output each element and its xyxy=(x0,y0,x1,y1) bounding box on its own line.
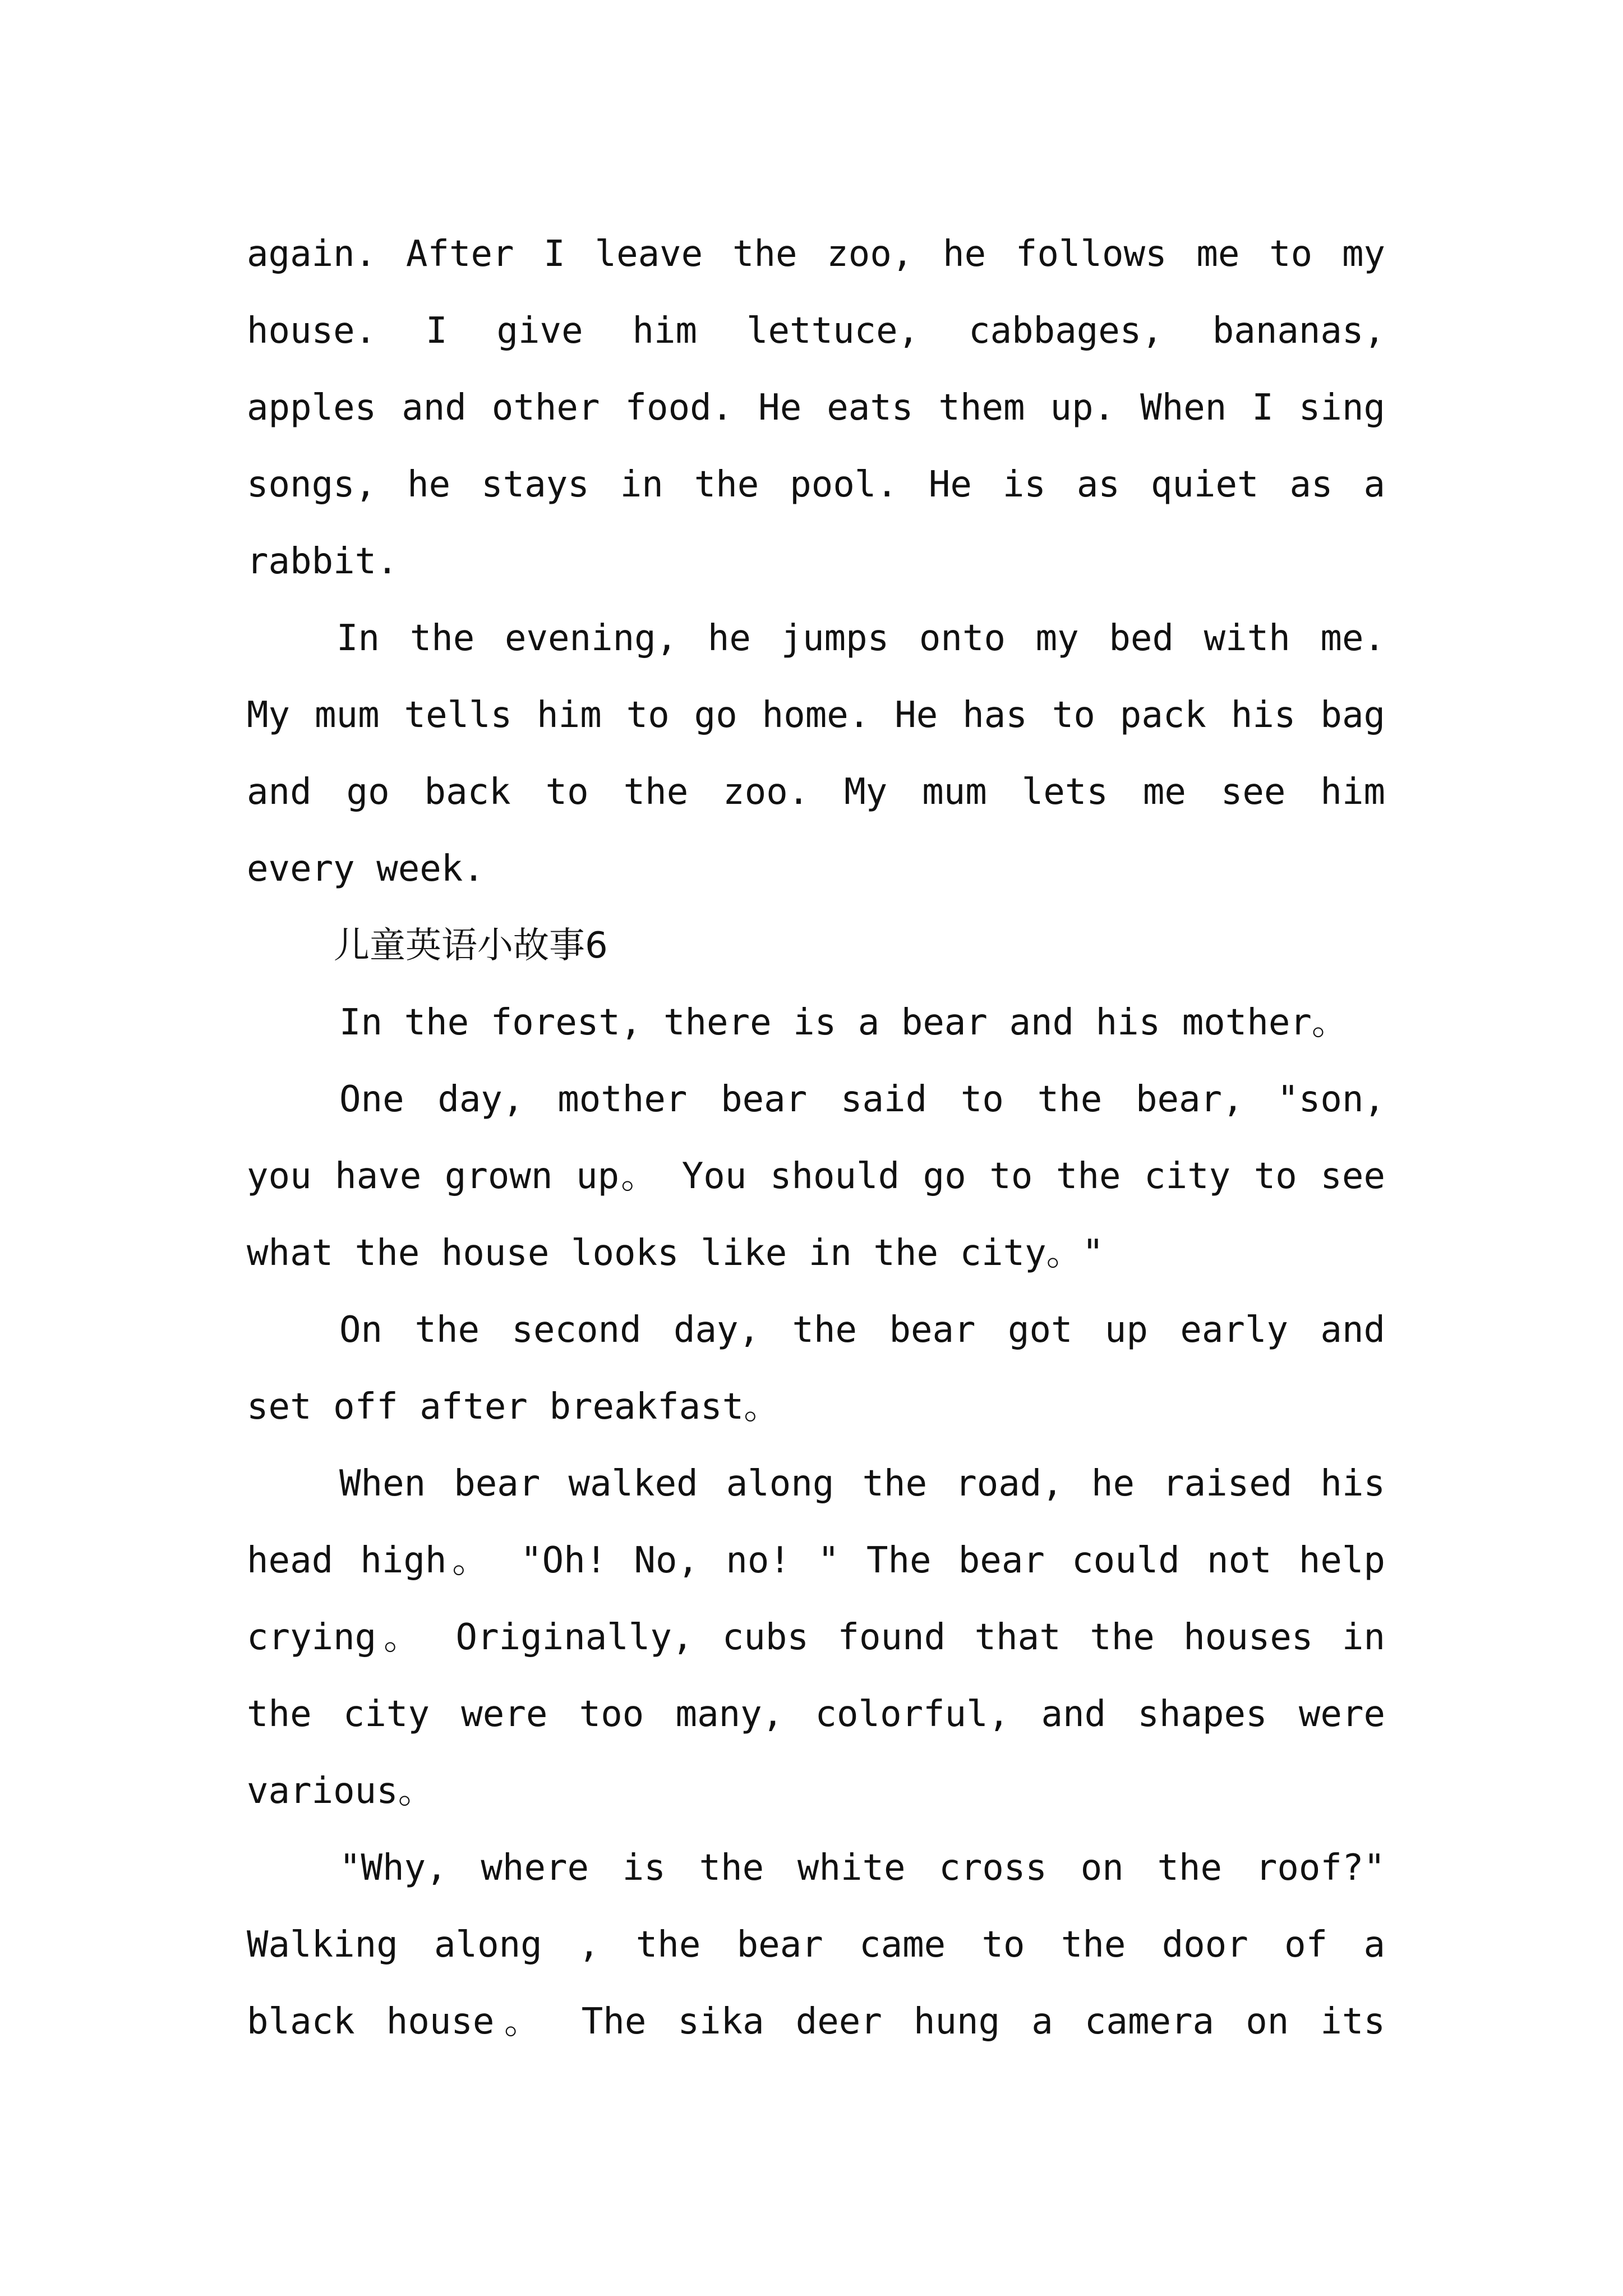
text-line: songs, he stays in the pool. He is as quiet as a xyxy=(247,464,1385,505)
text-line: crying。 Originally, cubs found that the houses in xyxy=(247,1617,1385,1658)
text-line: the city were too many, colorful, and shapes were xyxy=(247,1694,1385,1735)
text-line: again. After I leave the zoo, he follows me to my xyxy=(247,233,1385,275)
story-heading: 儿童英语小故事6 xyxy=(334,925,608,967)
text-line: On the second day, the bear got up early and xyxy=(339,1309,1385,1351)
text-line: apples and other food. He eats them up. When I sing xyxy=(247,387,1385,429)
paragraph-second-day xyxy=(247,1292,1385,1446)
text-line: One day, mother bear said to the bear, "son, xyxy=(339,1079,1385,1120)
paragraph-zoo-visit xyxy=(247,216,1385,600)
text-line: house. I give him lettuce, cabbages, bananas, xyxy=(247,310,1385,352)
text-line: every week. xyxy=(247,848,485,890)
text-line: what the house looks like in the city。" xyxy=(247,1232,1104,1274)
paragraph-road xyxy=(247,1446,1385,1830)
text-line: In the evening, he jumps onto my bed with me. xyxy=(336,618,1385,659)
text-line: and go back to the zoo. My mum lets me see him xyxy=(247,771,1385,813)
text-line: In the forest, there is a bear and his mother。 xyxy=(339,1002,1348,1043)
text-line: Walking along , the bear came to the door of a xyxy=(247,1924,1385,1966)
text-line: various。 xyxy=(247,1770,434,1812)
text-line: set off after breakfast。 xyxy=(247,1386,780,1428)
document-body xyxy=(247,216,1385,2060)
text-line: When bear walked along the road, he raised his xyxy=(339,1463,1385,1504)
text-line: head high。 "Oh! No, no! " The bear could not help xyxy=(247,1540,1385,1581)
paragraph-mother-bear xyxy=(247,1061,1385,1292)
text-line: rabbit. xyxy=(247,541,398,582)
paragraph-forest xyxy=(247,984,1385,1061)
text-line: black house。 The sika deer hung a camera on its xyxy=(247,2001,1385,2042)
text-line: My mum tells him to go home. He has to pack his bag xyxy=(247,694,1385,736)
paragraph-white-cross xyxy=(247,1830,1385,2060)
text-line: "Why, where is the white cross on the roof?" xyxy=(339,1847,1385,1889)
text-line: you have grown up。 You should go to the city to see xyxy=(247,1156,1385,1197)
paragraph-evening xyxy=(247,600,1385,908)
